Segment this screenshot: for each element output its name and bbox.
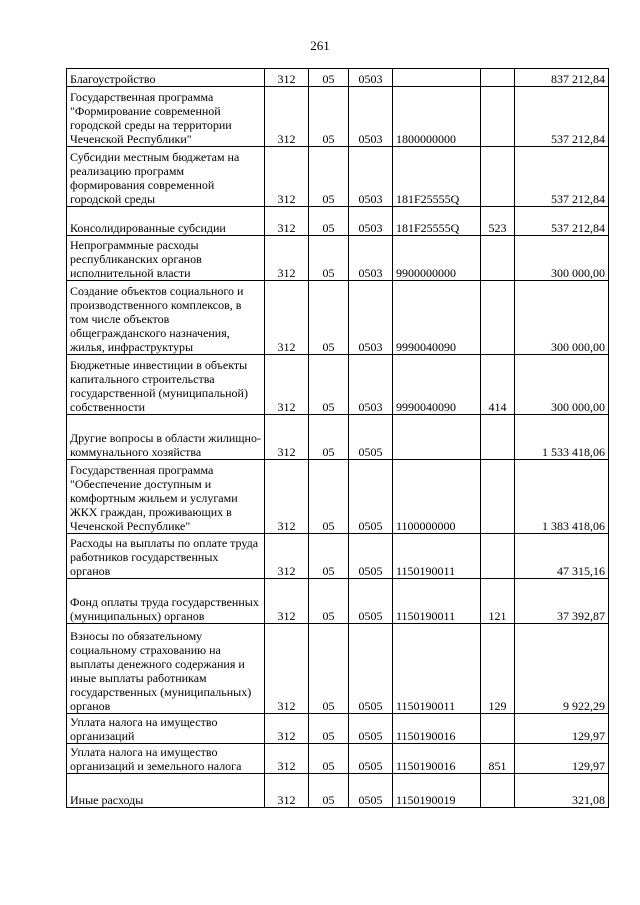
- row-section: 05: [309, 744, 349, 774]
- table-row: [67, 69, 609, 87]
- row-amount: 9 922,29: [515, 624, 609, 714]
- row-section: 05: [309, 534, 349, 579]
- row-code: 312: [265, 534, 309, 579]
- row-target: 1150190019: [393, 774, 481, 808]
- budget-table: [66, 68, 609, 808]
- table-row: [67, 207, 609, 236]
- row-type: [481, 415, 515, 460]
- row-amount: 47 315,16: [515, 534, 609, 579]
- table-row: [67, 774, 609, 808]
- row-target: 181F25555Q: [393, 207, 481, 236]
- row-name: Уплата налога на имущество организаций и земельного налога: [67, 744, 265, 774]
- table-row: [67, 236, 609, 281]
- row-type: [481, 147, 515, 207]
- row-type: 121: [481, 579, 515, 624]
- row-subsection: 0505: [349, 579, 393, 624]
- row-subsection: 0505: [349, 744, 393, 774]
- table-row: [67, 281, 609, 355]
- row-target: 181F25555Q: [393, 147, 481, 207]
- row-name: Субсидии местным бюджетам на реализацию программ формирования современной городской среды: [67, 147, 265, 207]
- row-section: 05: [309, 281, 349, 355]
- row-section: 05: [309, 87, 349, 147]
- table-row: [67, 355, 609, 415]
- row-code: 312: [265, 69, 309, 87]
- row-code: 312: [265, 460, 309, 534]
- row-code: 312: [265, 744, 309, 774]
- row-name: Расходы на выплаты по оплате труда работников государственных органов: [67, 534, 265, 579]
- row-type: [481, 714, 515, 744]
- row-target: 1150190011: [393, 534, 481, 579]
- table-row: [67, 415, 609, 460]
- row-section: 05: [309, 714, 349, 744]
- table-row: [67, 87, 609, 147]
- row-target: [393, 69, 481, 87]
- row-name: Консолидированные субсидии: [67, 207, 265, 236]
- row-name: Благоустройство: [67, 69, 265, 87]
- table-row: [67, 147, 609, 207]
- row-amount: 300 000,00: [515, 236, 609, 281]
- row-target: 1800000000: [393, 87, 481, 147]
- row-section: 05: [309, 355, 349, 415]
- row-code: 312: [265, 714, 309, 744]
- row-section: 05: [309, 415, 349, 460]
- row-target: 9990040090: [393, 355, 481, 415]
- row-subsection: 0505: [349, 624, 393, 714]
- row-type: 523: [481, 207, 515, 236]
- row-amount: 129,97: [515, 714, 609, 744]
- row-code: 312: [265, 624, 309, 714]
- table-row: [67, 714, 609, 744]
- row-code: 312: [265, 415, 309, 460]
- row-type: 851: [481, 744, 515, 774]
- row-section: 05: [309, 236, 349, 281]
- row-section: 05: [309, 460, 349, 534]
- row-amount: 1 383 418,06: [515, 460, 609, 534]
- row-name: Иные расходы: [67, 774, 265, 808]
- row-type: [481, 236, 515, 281]
- row-code: 312: [265, 236, 309, 281]
- row-code: 312: [265, 147, 309, 207]
- row-name: Фонд оплаты труда государственных (муниципальных) органов: [67, 579, 265, 624]
- row-section: 05: [309, 624, 349, 714]
- row-target: 1150190011: [393, 624, 481, 714]
- row-subsection: 0505: [349, 534, 393, 579]
- row-code: 312: [265, 87, 309, 147]
- row-name: Создание объектов социального и производственного комплексов, в том числе объектов общегражданского назначения, жилья, инфраструктуры: [67, 281, 265, 355]
- row-code: 312: [265, 281, 309, 355]
- table-row: [67, 579, 609, 624]
- row-type: 414: [481, 355, 515, 415]
- row-target: 1100000000: [393, 460, 481, 534]
- row-type: [481, 87, 515, 147]
- row-name: Непрограммные расходы республиканских органов исполнительной власти: [67, 236, 265, 281]
- row-subsection: 0505: [349, 415, 393, 460]
- row-type: [481, 534, 515, 579]
- row-name: Уплата налога на имущество организаций: [67, 714, 265, 744]
- row-amount: 537 212,84: [515, 147, 609, 207]
- row-name: Государственная программа "Формирование современной городской среды на территории Чеченской Республики": [67, 87, 265, 147]
- row-type: [481, 69, 515, 87]
- row-target: 9900000000: [393, 236, 481, 281]
- row-subsection: 0505: [349, 774, 393, 808]
- row-section: 05: [309, 147, 349, 207]
- row-subsection: 0503: [349, 207, 393, 236]
- row-amount: 837 212,84: [515, 69, 609, 87]
- row-subsection: 0505: [349, 714, 393, 744]
- row-subsection: 0503: [349, 147, 393, 207]
- row-amount: 1 533 418,06: [515, 415, 609, 460]
- row-code: 312: [265, 774, 309, 808]
- table-row: [67, 624, 609, 714]
- row-name: Государственная программа "Обеспечение доступным и комфортным жильем и услугами ЖКХ граждан, проживающих в Чеченской Республике": [67, 460, 265, 534]
- row-target: 1150190016: [393, 744, 481, 774]
- row-amount: 129,97: [515, 744, 609, 774]
- row-code: 312: [265, 355, 309, 415]
- row-type: 129: [481, 624, 515, 714]
- row-name: Бюджетные инвестиции в объекты капитального строительства государственной (муниципальной) собственности: [67, 355, 265, 415]
- row-type: [481, 281, 515, 355]
- table-row: [67, 534, 609, 579]
- row-subsection: 0503: [349, 281, 393, 355]
- table-row: [67, 460, 609, 534]
- row-amount: 300 000,00: [515, 281, 609, 355]
- row-amount: 300 000,00: [515, 355, 609, 415]
- row-subsection: 0503: [349, 87, 393, 147]
- row-target: 1150190016: [393, 714, 481, 744]
- row-name: Взносы по обязательному социальному страхованию на выплаты денежного содержания и иные выплаты работникам государственных (муниципальных) органов: [67, 624, 265, 714]
- row-target: 1150190011: [393, 579, 481, 624]
- row-name: Другие вопросы в области жилищно-коммунального хозяйства: [67, 415, 265, 460]
- row-subsection: 0503: [349, 355, 393, 415]
- row-subsection: 0505: [349, 460, 393, 534]
- row-code: 312: [265, 579, 309, 624]
- row-type: [481, 460, 515, 534]
- row-subsection: 0503: [349, 69, 393, 87]
- row-subsection: 0503: [349, 236, 393, 281]
- row-amount: 321,08: [515, 774, 609, 808]
- row-target: [393, 415, 481, 460]
- row-section: 05: [309, 579, 349, 624]
- row-amount: 537 212,84: [515, 87, 609, 147]
- row-type: [481, 774, 515, 808]
- table-row: [67, 744, 609, 774]
- row-section: 05: [309, 207, 349, 236]
- row-section: 05: [309, 69, 349, 87]
- row-amount: 37 392,87: [515, 579, 609, 624]
- row-section: 05: [309, 774, 349, 808]
- row-target: 9990040090: [393, 281, 481, 355]
- page-number: 261: [310, 38, 330, 53]
- row-code: 312: [265, 207, 309, 236]
- row-amount: 537 212,84: [515, 207, 609, 236]
